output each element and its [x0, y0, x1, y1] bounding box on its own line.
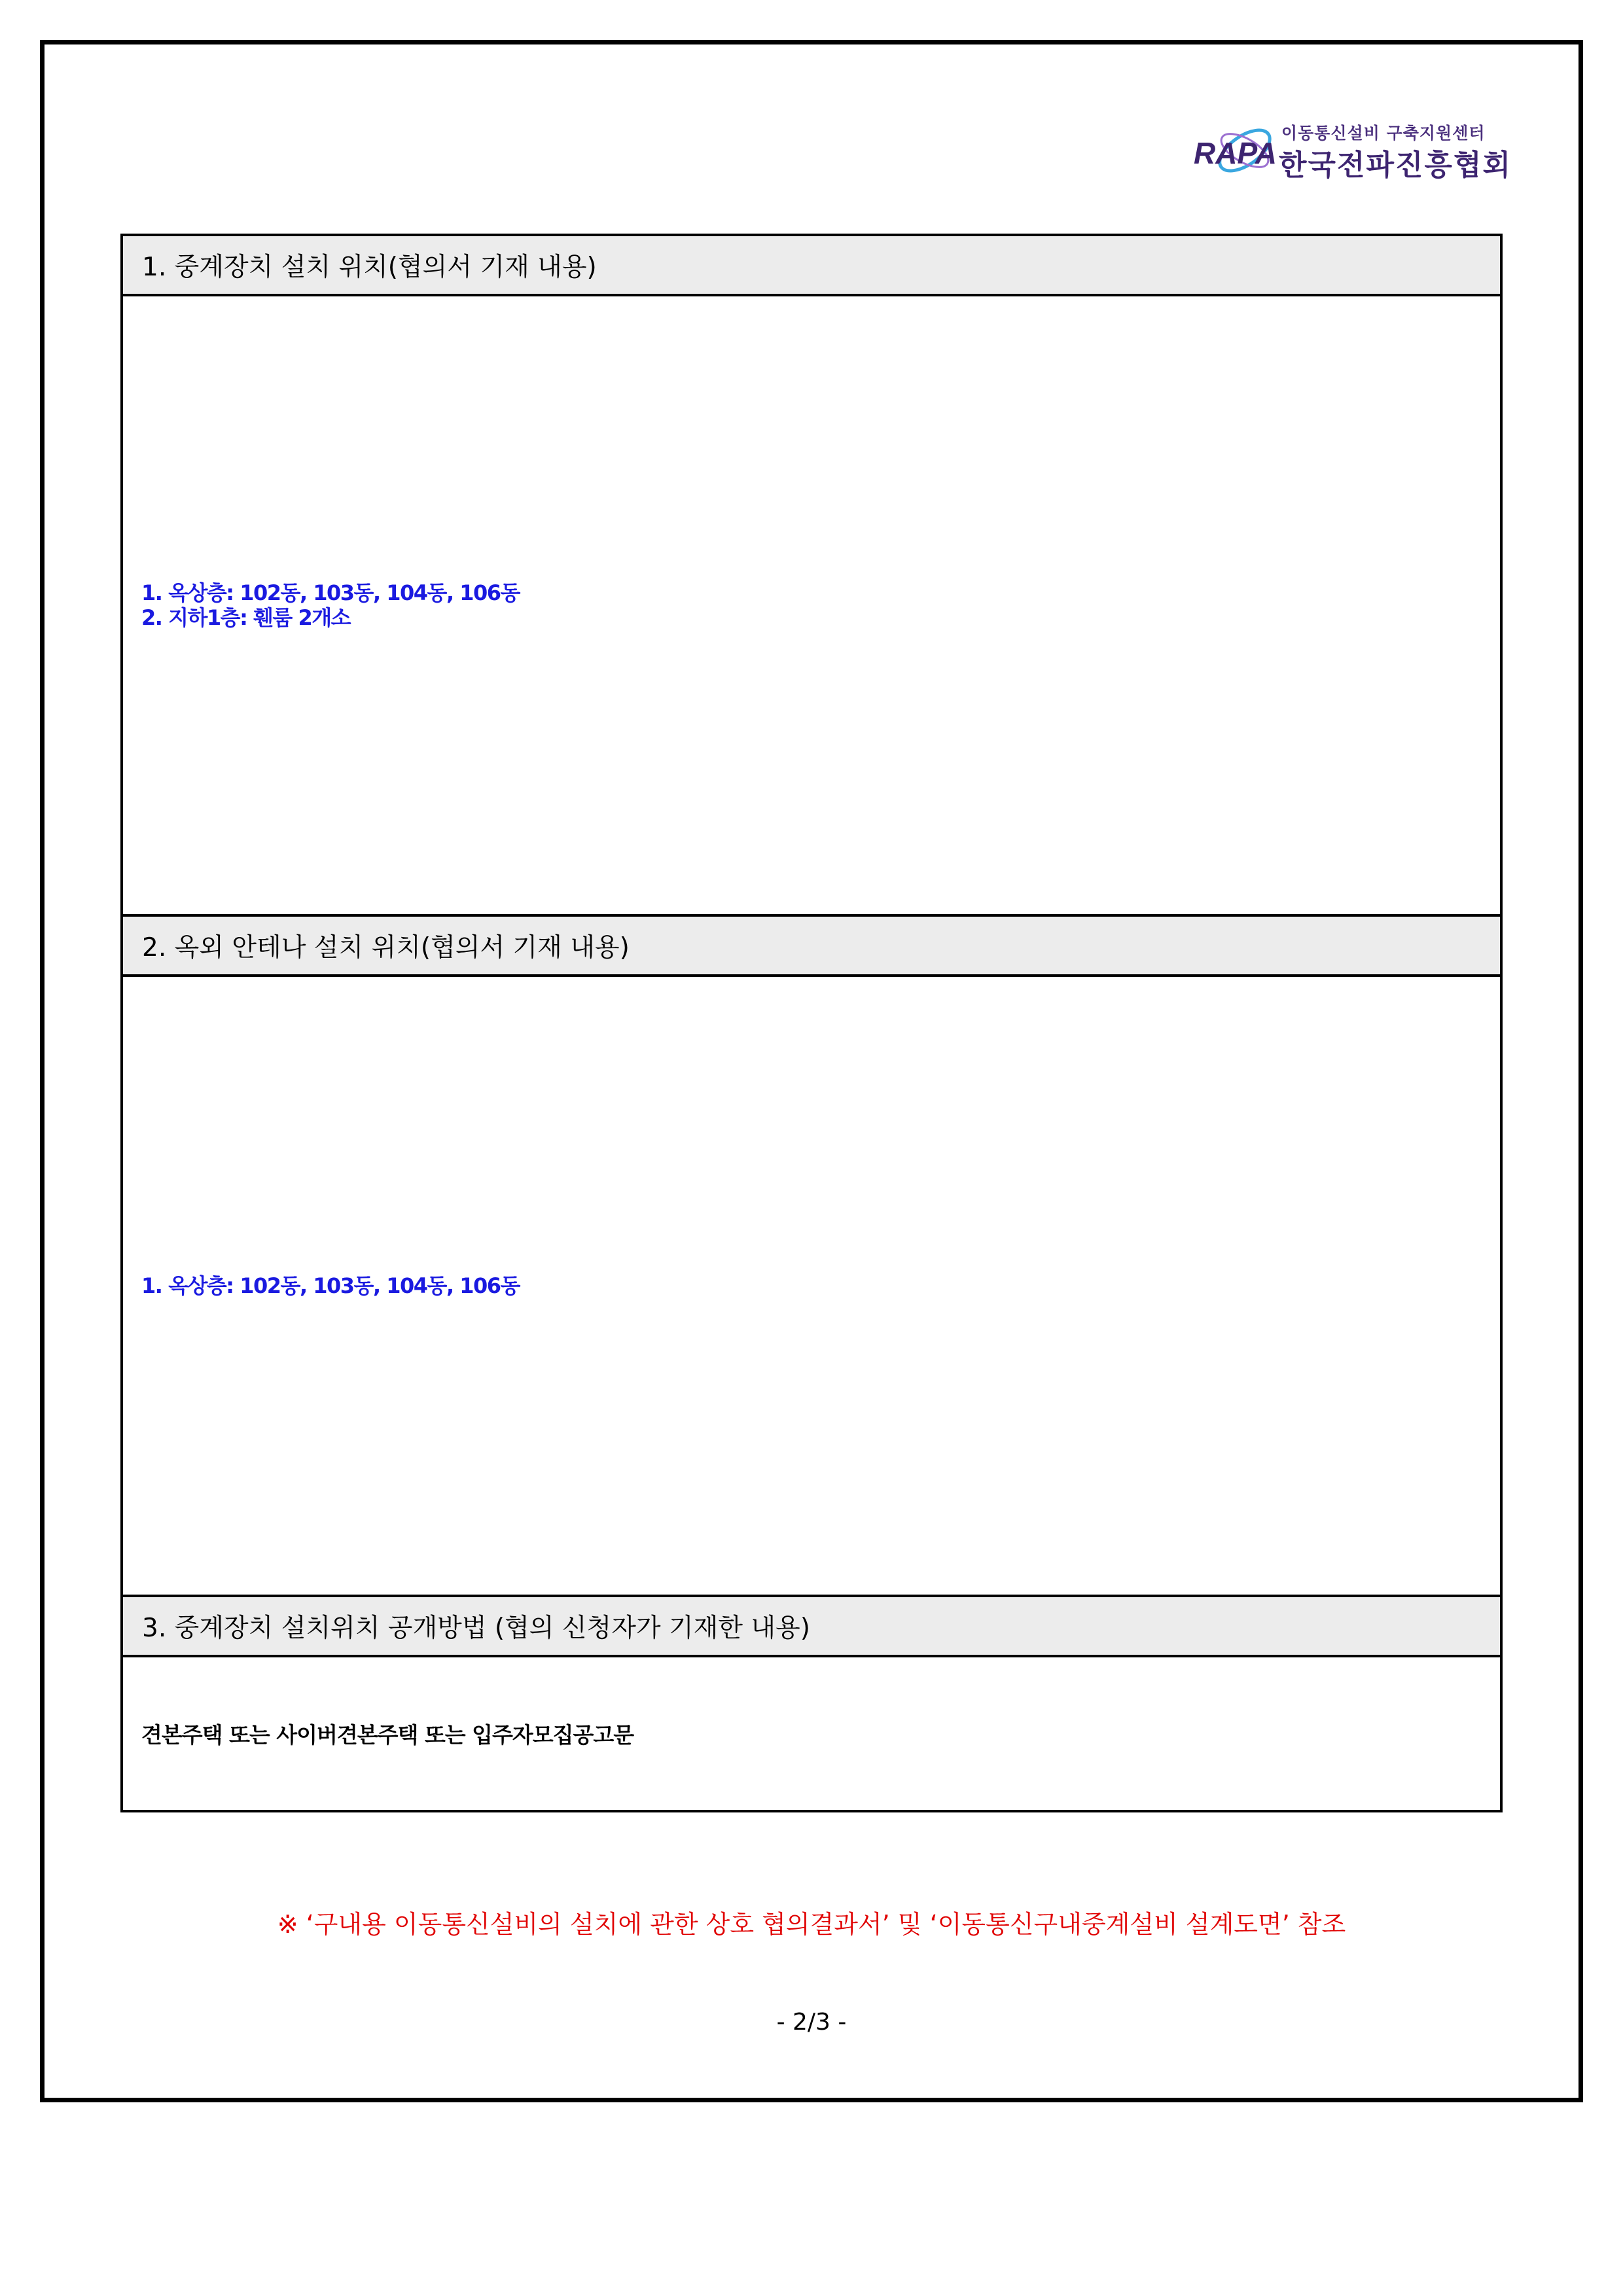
reference-footnote: ※ ‘구내용 이동통신설비의 설치에 관한 상호 협의결과서’ 및 ‘이동통신구내중계설비 설계도면’ 참조 — [277, 1910, 1346, 1939]
section-2-header: 2. 옥외 안테나 설치 위치(협의서 기재 내용) — [123, 917, 1500, 977]
section-3-line-1: 견본주택 또는 사이버견본주택 또는 입주자모집공고문 — [141, 1722, 634, 1748]
section-3-body — [123, 1657, 1500, 1810]
section-1-line-2: 2. 지하1층: 휀룸 2개소 — [141, 605, 351, 630]
section-1-line-1: 1. 옥상층: 102동, 103동, 104동, 106동 — [141, 580, 520, 605]
section-2-body — [123, 977, 1500, 1597]
section-2-content — [141, 1273, 520, 1298]
rapa-ring-icon — [1192, 116, 1281, 185]
logo-subtitle: 이동통신설비 구축지원센터 — [1281, 124, 1486, 143]
section-2-line-1: 1. 옥상층: 102동, 103동, 104동, 106동 — [141, 1273, 520, 1298]
section-1-content — [141, 580, 520, 630]
page-number: - 2/3 - — [776, 2009, 847, 2036]
section-1-header: 1. 중계장치 설치 위치(협의서 기재 내용) — [123, 236, 1500, 296]
installation-info-table — [120, 234, 1503, 1812]
section-1-body — [123, 296, 1500, 917]
logo-mark-text: RAPA — [1194, 136, 1277, 170]
logo-org-name: 한국전파진흥협회 — [1279, 149, 1512, 182]
section-3-header: 3. 중계장치 설치위치 공개방법 (협의 신청자가 기재한 내용) — [123, 1597, 1500, 1657]
rapa-logo — [1192, 116, 1512, 185]
